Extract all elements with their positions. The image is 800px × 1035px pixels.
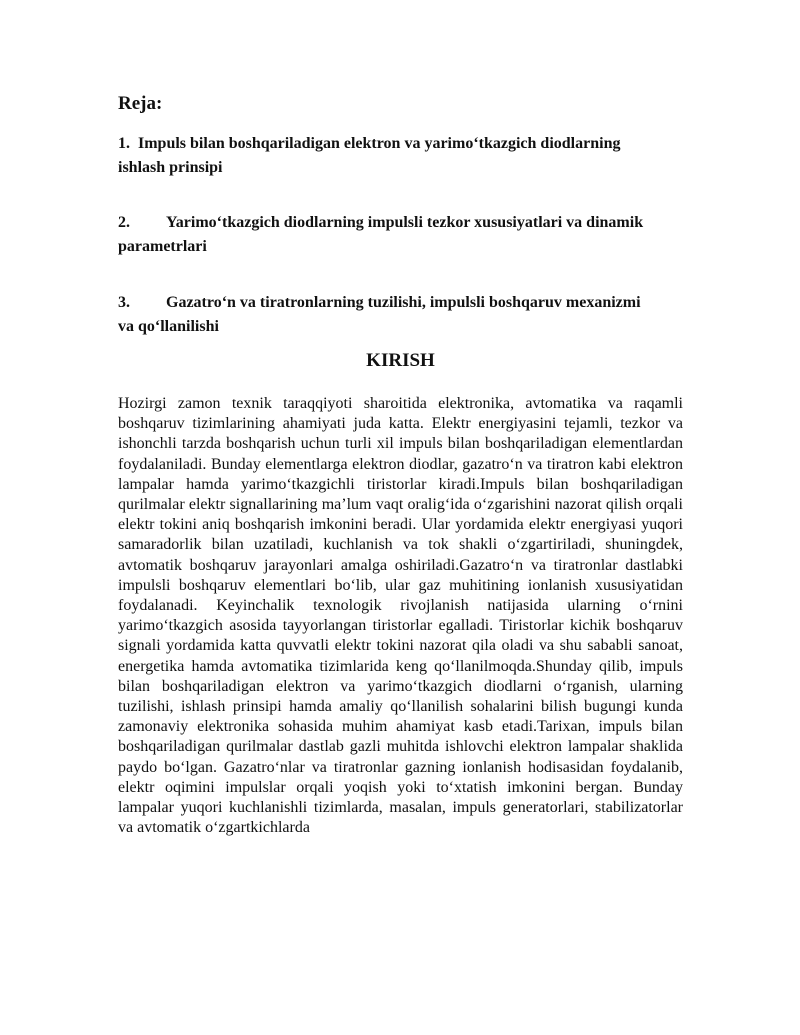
intro-paragraph: Hozirgi zamon texnik taraqqiyoti sharoitida elektronika, avtomatika va raqamli boshqaruv tizimlarining ahamiyati juda katta. Elektr energiyasini tejamli, tezkor va ishonchli tarzda boshqarish uchun turli xil impuls bilan boshqariladigan elementlardan foydalaniladi. Bunday elementlarga elektron diodlar, gazatroʻn va tiratron kabi elektron lampalar hamda yarimoʻtkazgichli tiristorlar kiradi.Impuls bilan boshqariladigan qurilmalar elektr signallarining maʼlum vaqt oraligʻida oʻzgarishini nazorat qilish orqali elektr tokini aniq boshqarish imkonini beradi. Ular yordamida elektr energiyasi yuqori samaradorlik bilan uzatiladi, kuchlanish va tok shakli oʻzgartiriladi, shuningdek, avtomatik boshqaruv jarayonlari amalga oshiriladi.Gazatroʻn va tiratronlar dastlabki impulsli boshqaruv elementlari boʻlib, ular gaz muhitining ionlanish xususiyatidan foydalanadi. Keyinchalik texnologik rivojlanish natijasida ularning oʻrnini yarimoʻtkazgich asosida tayyorlangan tiristorlar egalladi. Tiristorlar kichik boshqaruv signali yordamida katta quvvatli elektr tokini nazorat qila oladi va shu sababli sanoat, energetika hamda avtomatika tizimlarida keng qoʻllanilmoqda.Shunday qilib, impuls bilan boshqariladigan elektron va yarimoʻtkazgich diodlarni oʻrganish, ularning tuzilishi, ishlash prinsipi hamda amaliy qoʻllanilish sohalarini bilish bugungi kunda zamonaviy elektronika sohasida muhim ahamiyat kasb etadi.Tarixan, impuls bilan boshqariladigan qurilmalar dastlab gazli muhitda ishlovchi elektron lampalar shaklida paydo boʻlgan. Gazatroʻnlar va tiratronlar gazning ionlanish hodisasidan foydalanib, elektr oqimini impulslar orqali yoqish yoki toʻxtatish imkonini bergan. Bunday lampalar yuqori kuchlanishli tizimlarda, masalan, impuls generatorlari, stabilizatorlar va avtomatik oʻzgartkichlarda xyxy=(118,395,683,837)
plan-item-number: 3. xyxy=(118,294,130,311)
plan-title: Reja: xyxy=(118,93,163,114)
plan-item-1 xyxy=(118,132,658,180)
plan-item-number: 1. xyxy=(118,135,130,152)
section-heading: KIRISH xyxy=(366,350,435,371)
plan-item-number: 2. xyxy=(118,214,130,231)
document-page xyxy=(118,92,683,838)
plan-item-text: Yarimoʻtkazgich diodlarning impulsli tezkor xususiyatlari va dinamik parametrlari xyxy=(118,214,644,255)
plan-item-2 xyxy=(118,211,658,259)
plan-item-3 xyxy=(118,291,658,339)
plan-item-text: Impuls bilan boshqariladigan elektron va yarimoʻtkazgich diodlarning ishlash prinsipi xyxy=(118,135,621,176)
plan-item-text: Gazatroʻn va tiratronlarning tuzilishi, impulsli boshqaruv mexanizmi va qoʻllanilishi xyxy=(118,294,641,335)
